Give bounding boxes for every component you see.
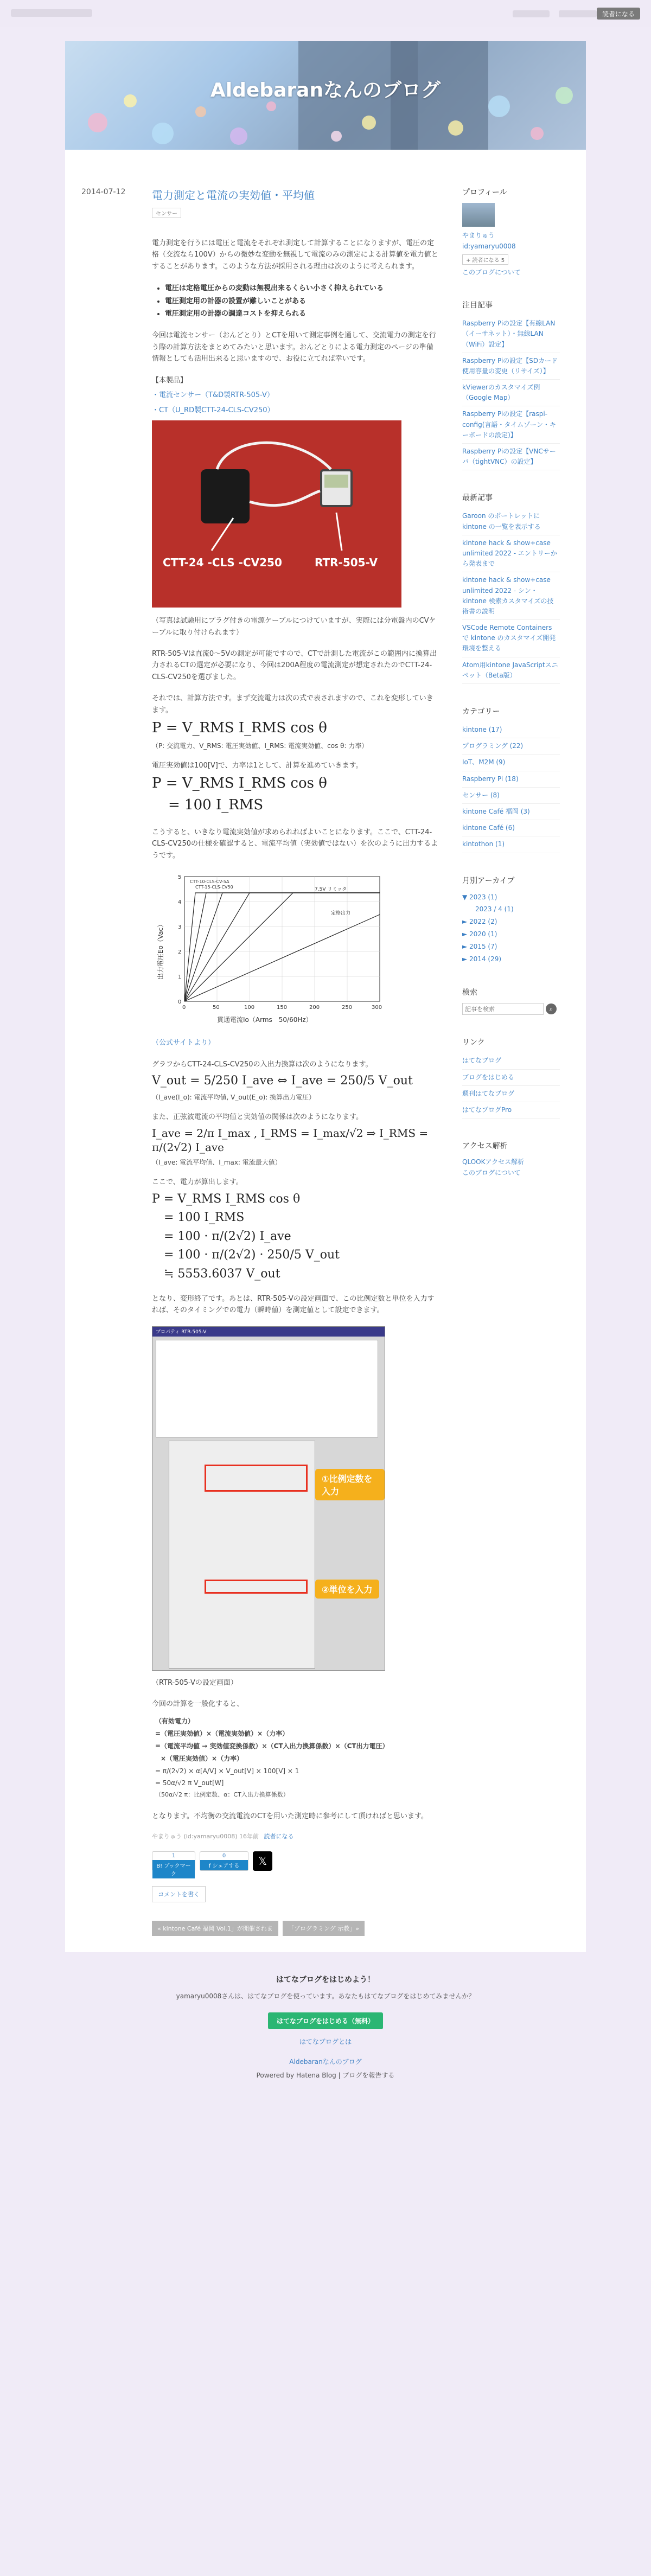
bookmark-label: B! ブックマーク: [152, 1860, 195, 1878]
blog-title[interactable]: Aldebaranなんのブログ: [210, 79, 441, 101]
header-link-placeholder[interactable]: [513, 10, 550, 17]
header-link-placeholder[interactable]: [559, 10, 597, 17]
derive-line: = 50α/√2 π V_out[W]: [155, 1779, 224, 1787]
paragraph: 電圧実効値は100[V]で、力率は1として、計算を進めていきます。: [152, 761, 363, 770]
settings-screenshot: [152, 1326, 385, 1671]
formula-note: （I_ave: 電流平均値、I_max: 電流最大値）: [152, 1159, 282, 1167]
module-heading: 最新記事: [462, 494, 493, 503]
global-header: [0, 0, 651, 27]
highlight-box: [205, 1465, 308, 1492]
featured-link[interactable]: Raspberry Piの設定【VNCサーバ（tightVNC）の設定】: [462, 444, 560, 470]
derive-line: = π/(2√2) × α[A/V] × V_out[V] × 100[V] × 1: [155, 1767, 299, 1775]
svg-text:1: 1: [178, 974, 182, 981]
access-analytics-image[interactable]: QLOOKアクセス解析: [462, 1158, 525, 1166]
facebook-share-button[interactable]: [200, 1851, 248, 1871]
category-link[interactable]: Raspberry Pi (18): [462, 771, 560, 788]
sidebar-link[interactable]: 週刊はてなブログ: [462, 1086, 560, 1102]
svg-text:50: 50: [213, 1005, 220, 1011]
category-link[interactable]: プログラミング (22): [462, 738, 560, 755]
ct-output-graph: [152, 871, 391, 1028]
profile-about-link[interactable]: このブログについて: [462, 268, 521, 276]
search-module: [462, 987, 560, 1015]
search-input[interactable]: [462, 1003, 544, 1015]
category-link[interactable]: センサー (8): [462, 788, 560, 804]
share-buttons: [152, 1851, 439, 1878]
start-blog-button[interactable]: はてなブログをはじめる（無料）: [268, 2012, 383, 2029]
access-about-link[interactable]: このブログについて: [462, 1169, 521, 1177]
products-heading: 【本製品】: [152, 376, 188, 385]
paragraph: 今回の計算を一般化すると、: [152, 1699, 244, 1708]
list-item: • 電圧測定用の計器の調達コストを抑えられる: [165, 308, 439, 320]
category-link[interactable]: kintone Café 福岡 (3): [462, 804, 560, 820]
formula-line: = 100 I_RMS: [164, 1211, 245, 1225]
formula-line: = 100 · π/(2√2) I_ave: [164, 1229, 291, 1243]
derive-line: =（電流平均値 → 実効値変換係数）×（CT入出力換算係数）×（CT出力電圧）: [155, 1742, 389, 1750]
derive-line: ×（電圧実効値）×（力率）: [161, 1754, 244, 1762]
formula-note: （I_ave(I_o): 電流平均値, V_out(E_o): 換算出力電圧）: [152, 1093, 316, 1101]
x-share-icon[interactable]: 𝕏: [253, 1851, 272, 1871]
recent-link[interactable]: Atom用kintone JavaScriptスニペット（Beta版）: [462, 657, 560, 684]
page-container: [65, 41, 586, 1952]
dialog-title: プロパティ RTR-505-V: [152, 1327, 385, 1337]
next-entry-link[interactable]: 「ブログラミング 示教」»: [283, 1921, 365, 1936]
recent-link[interactable]: VSCode Remote Containers で kintone のカスタマイズ開発環境を整える: [462, 620, 560, 657]
formula-derivation: [152, 1192, 439, 1282]
sidebar-link[interactable]: はてなブログPro: [462, 1102, 560, 1118]
category-link[interactable]: kintone Café (6): [462, 820, 560, 836]
featured-link[interactable]: Raspberry Piの設定【有線LAN（イーサネット）・無線LAN（WiFi）設定】: [462, 316, 560, 353]
formula-power-2a: P = V_RMS I_RMS cos θ: [152, 775, 327, 792]
photo-caption: （写真は試験用にプラグ付きの電源ケーブルにつけていますが、実際には分電盤内のCVケーブルに取り付けられます）: [152, 617, 436, 637]
svg-text:3: 3: [178, 924, 182, 931]
comment-button[interactable]: コメントを書く: [152, 1886, 206, 1902]
entry-byline: [152, 1832, 439, 1840]
sidebar: [462, 187, 560, 1952]
svg-text:100: 100: [244, 1005, 255, 1011]
svg-text:300: 300: [372, 1005, 382, 1011]
recent-link[interactable]: kintone hack & show+case unlimited 2022 - シン・kintone 検索カスタマイズの技術書の説明: [462, 572, 560, 620]
category-link[interactable]: kintothon (1): [462, 836, 560, 853]
product-link-sensor[interactable]: ・電流センサー（T&D製RTR-505-V）: [152, 391, 274, 400]
footer-blog-link[interactable]: Aldebaranなんのブログ: [289, 2058, 362, 2066]
category-tag[interactable]: センサー: [152, 208, 181, 218]
prev-entry-link[interactable]: « kintone Café 福岡 Vol.1」が開催されま: [152, 1921, 278, 1936]
derive-line: =（電圧実効値）×（電流実効値）×（力率）: [155, 1730, 289, 1738]
svg-text:250: 250: [342, 1005, 353, 1011]
formula-line: = 100 · π/(2√2) · 250/5 V_out: [164, 1248, 340, 1262]
svg-text:200: 200: [309, 1005, 320, 1011]
archive-month[interactable]: 2023 / 4 (1): [475, 905, 514, 913]
svg-text:0: 0: [178, 999, 182, 1006]
featured-module: [462, 299, 560, 470]
paragraph: 今回は電流センサー（おんどとり）とCTを用いて測定事例を通して、交流電力の測定を行う際の計算方法をまとめてみたいと思います。おんどとりによる電力測定のページの準備情報としても活用出来ると思いますので、お役に立てれば幸いです。: [152, 331, 436, 363]
graph-y-label: 出力電圧Eo（Vac）: [157, 921, 164, 980]
module-heading: リンク: [462, 1038, 485, 1047]
formula-line: P = V_RMS I_RMS cos θ: [152, 1192, 301, 1206]
entry-date[interactable]: 2014-07-12: [81, 188, 126, 196]
paragraph: グラフからCTT-24-CLS-CV250の入出力換算は次のようになります。: [152, 1060, 373, 1069]
featured-link[interactable]: Raspberry Piの設定【SDカード使用容量の変更（リサイズ）】: [462, 353, 560, 380]
formula-power-2b: = 100 I_RMS: [168, 797, 264, 814]
profile-module: [462, 187, 560, 278]
screenshot-caption: （RTR-505-Vの設定画面）: [152, 1678, 238, 1687]
list-item: • 電圧測定用の計器の設置が難しいことがある: [165, 295, 439, 308]
paragraph: それでは、計算方法です。まず交流電力は次の式で表されますので、これを変形していきます。: [152, 694, 433, 714]
graph-x-label: 貫通電流Io（Arms 50/60Hz）: [217, 1016, 312, 1024]
share-label: f シェアする: [200, 1860, 248, 1870]
reason-list: [165, 282, 439, 320]
byline-subscribe-link[interactable]: 読者になる: [264, 1833, 294, 1840]
author-link[interactable]: やまりゅう (id:yamaryu0008) 16年前: [152, 1833, 259, 1840]
graph-annotation: 定格出力: [331, 911, 351, 917]
derive-line: （50α/√2 π：比例定数、α：CT入出力換算係数）: [155, 1791, 289, 1799]
svg-text:5: 5: [178, 874, 182, 881]
about-hatena-link[interactable]: はてなブログとは: [299, 2038, 352, 2046]
derive-line: （有効電力）: [155, 1717, 195, 1725]
callout-coefficient: ①比例定数を入力: [315, 1469, 385, 1500]
entry-title[interactable]: 電力測定と電流の実効値・平均値: [152, 189, 315, 202]
formula-note: （P: 交流電力、V_RMS: 電圧実効値、I_RMS: 電流実効値、cos θ: 力率）: [152, 742, 368, 750]
photo-overlay: [152, 420, 401, 608]
links-module: [462, 1037, 560, 1118]
product-link-ct[interactable]: ・CT（U_RD製CTT-24-CLS-CV250）: [152, 406, 275, 414]
module-heading: 検索: [462, 988, 477, 998]
photo-label-ct: CTT-24 -CLS -CV250: [163, 556, 282, 570]
hatena-logo[interactable]: [11, 9, 92, 17]
recent-link[interactable]: Garoon のポートレットに kintone の一覧を表示する: [462, 508, 560, 535]
archive-module: [462, 875, 560, 966]
svg-text:0: 0: [182, 1005, 186, 1011]
paragraph: となります。不均衡の交流電流のCTを用いた測定時に参考にして頂ければと思います。: [152, 1812, 428, 1821]
sidebar-link[interactable]: ブログをはじめる: [462, 1070, 560, 1086]
share-count: 0: [222, 1853, 226, 1859]
archive-year[interactable]: ▼ 2023 (1): [462, 893, 497, 901]
module-heading: アクセス解析: [462, 1142, 508, 1151]
hatena-bookmark-button[interactable]: [152, 1851, 195, 1878]
access-module: [462, 1140, 560, 1179]
profile-name[interactable]: やまりゅう: [462, 232, 495, 239]
graph-line-label: CTT-10-CLS-CV-5A: [190, 879, 229, 885]
graph-annotation: 7.5V リミッタ: [315, 887, 347, 893]
formula-conversion: V_out = 5/250 I_ave ⇔ I_ave = 250/5 V_out: [152, 1074, 413, 1088]
module-heading: プロフィール: [462, 188, 507, 197]
official-site-link[interactable]: （公式サイトより）: [152, 1039, 215, 1047]
paragraph: となり、変形終了です。あとは、RTR-505-Vの設定画面で、この比例定数と単位を入力すれば、そのタイミングでの電力（瞬時値）を測定値として設定できます。: [152, 1294, 435, 1315]
featured-link[interactable]: Raspberry Piの設定【raspi-config(言語・タイムゾーン・キーボードの設定)】: [462, 406, 560, 444]
paragraph: RTR-505-Vは直流0～5Vの測定が可能ですので、CTで計測した電流がこの範囲内に換算出力されるCTの選定が必要になり、今回は200A程度の電流測定が想定されたのでCTT-24-CLS-CV250を選びました。: [152, 649, 437, 681]
highlight-box: [205, 1580, 308, 1594]
profile-subscribe-button[interactable]: + 読者になる 5: [462, 254, 508, 265]
svg-text:4: 4: [178, 899, 182, 906]
blog-header: [65, 41, 586, 150]
search-icon[interactable]: ⌕: [546, 1003, 557, 1014]
archive-year[interactable]: ► 2020 (1): [462, 930, 497, 938]
graph-line-label: CTT-15-CLS-CV50: [195, 885, 233, 890]
general-derivation: [155, 1715, 439, 1801]
archive-year[interactable]: ► 2015 (7): [462, 942, 497, 950]
archive-year[interactable]: ► 2022 (2): [462, 918, 497, 926]
svg-text:150: 150: [277, 1005, 288, 1011]
avatar[interactable]: [462, 203, 495, 227]
callout-unit: ②単位を入力: [315, 1580, 379, 1599]
module-heading: 注目記事: [462, 301, 493, 310]
device-photo: [152, 420, 401, 608]
module-heading: カテゴリー: [462, 707, 500, 717]
profile-id[interactable]: id:yamaryu0008: [462, 242, 516, 251]
entry-pager: [152, 1921, 439, 1952]
svg-text:2: 2: [178, 949, 182, 956]
photo-label-logger: RTR-505-V: [315, 556, 378, 570]
category-link[interactable]: kintone (17): [462, 722, 560, 738]
module-heading: 月別アーカイブ: [462, 876, 515, 885]
sidebar-link[interactable]: はてなブログ: [462, 1053, 560, 1069]
category-link[interactable]: IoT、M2M (9): [462, 755, 560, 771]
formula-rms: I_ave = 2/π I_max , I_RMS = I_max/√2 ⇒ I_RMS = π/(2√2) I_ave: [152, 1127, 429, 1154]
list-item: • 電圧は定格電圧からの変動は無視出来るくらい小さく抑えられている: [165, 282, 439, 295]
archive-year[interactable]: ► 2014 (29): [462, 955, 502, 963]
formula-power: P = V_RMS I_RMS cos θ: [152, 720, 327, 737]
powered-by[interactable]: Powered by Hatena Blog | ブログを報告する: [256, 2072, 395, 2080]
paragraph: ここで、電力が算出します。: [152, 1178, 243, 1187]
formula-line: ≒ 5553.6037 V_out: [164, 1267, 280, 1281]
intro-paragraph: 電力測定を行うには電圧と電流をそれぞれ測定して計算することになりますが、電圧の定格（交流なら100V）からの微妙な変動を無視して電流のみの測定による計算値を電力値とすることがあります。このような方法が採用される理由は次のように考えられます。: [152, 239, 438, 271]
category-module: [462, 706, 560, 853]
bookmark-count: 1: [171, 1853, 176, 1859]
property-list: [156, 1340, 378, 1437]
entry-body: [152, 187, 456, 1952]
featured-link[interactable]: kViewerのカスタマイズ例（Google Map）: [462, 380, 560, 406]
recent-link[interactable]: kintone hack & show+case unlimited 2022 - エントリーから発表まで: [462, 535, 560, 573]
subscribe-button[interactable]: 読者になる: [597, 8, 640, 20]
footer-headline: はてなブログをはじめよう！: [276, 1976, 375, 1985]
site-footer: [0, 1952, 651, 2080]
footer-subtext: yamaryu0008さんは、はてなブログを使っています。あなたもはてなブログをはじめてみませんか？: [176, 1992, 475, 2000]
paragraph: こうすると、いきなり電流実効値が求められればよいことになります。ここで、CTT-24-CLS-CV250の仕様を確認すると、電流平均値（実効値ではない）を次のように出力するようです。: [152, 828, 438, 860]
paragraph: また、正弦波電流の平均値と実効値の関係は次のようになります。: [152, 1113, 363, 1121]
recent-module: [462, 492, 560, 684]
